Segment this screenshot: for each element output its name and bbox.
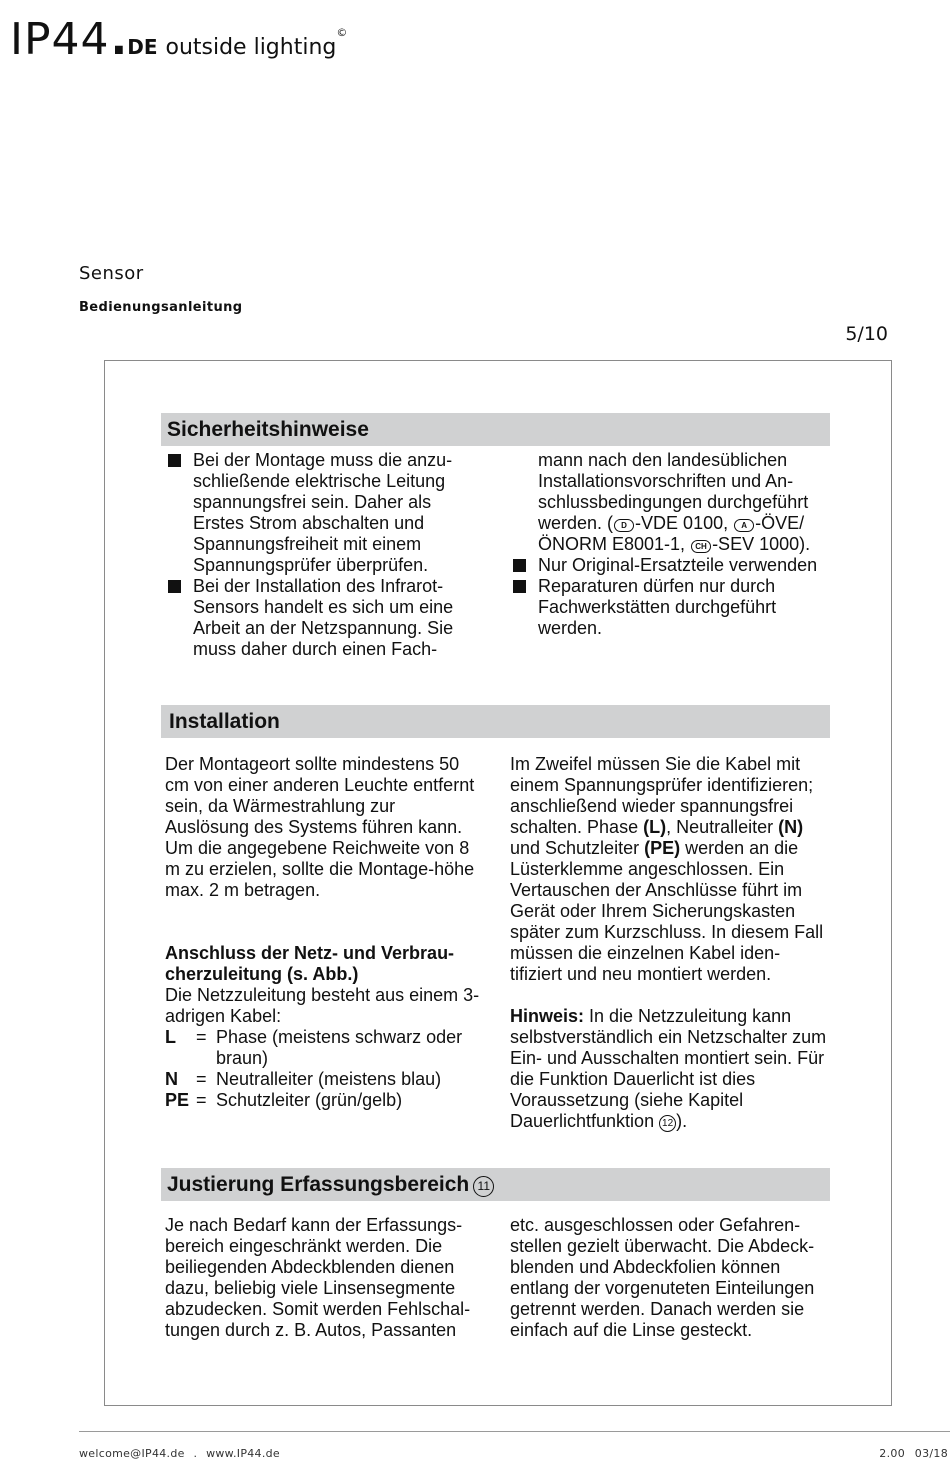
list-item: Bei der Montage muss die anzu-schließende elektrische Leitung spannungsfrei sein. Daher als Erstes Strom abschalten und Spannungsfreiheit mit einem Spannungsprüfer überprüfen. <box>166 450 476 576</box>
definition-equals: = <box>196 1027 207 1047</box>
definition-row <box>165 1069 483 1090</box>
section-heading-safety: Sicherheitshinweise <box>161 413 830 446</box>
logo-domain: DE <box>127 35 158 59</box>
chapter-ref-icon: 12 <box>659 1115 676 1132</box>
country-a-icon: A <box>734 519 754 532</box>
safety-list-continued <box>511 450 831 639</box>
connection-intro: Die Netzzuleitung besteht aus einem 3-adrigen Kabel: <box>165 985 480 1026</box>
connection-heading: Anschluss der Netz- und Verbrau-cherzuleitung (s. Abb.) <box>165 943 455 984</box>
country-ch-icon: CH <box>691 540 711 553</box>
definition-row <box>165 1027 483 1069</box>
logo-main-text: IP44 <box>10 14 110 65</box>
copyright-mark: © <box>336 25 348 39</box>
section-heading-adjustment: Justierung Erfassungsbereich 11 <box>161 1168 830 1201</box>
safety-list <box>166 450 476 660</box>
section-heading-installation: Installation <box>161 705 830 738</box>
country-d-icon: D <box>614 519 634 532</box>
brand-logo <box>10 14 347 65</box>
wire-definitions <box>165 1027 483 1111</box>
bullet-square-icon <box>168 454 181 467</box>
footer-version-number: 2.00 <box>879 1447 905 1460</box>
footer-separator: . <box>193 1447 198 1460</box>
note-paragraph: Hinweis: In die Netzzuleitung kann selbstverständlich ein Netzschalter zum Ein- und Ausschalten montiert sein. Für die Funktion Dauerlicht ist dies Voraussetzung (siehe Kapitel Dauerlichtfunktion 12 ). <box>510 1006 827 1131</box>
definition-key: PE <box>165 1090 190 1110</box>
safety-right-column <box>511 450 831 639</box>
bullet-square-icon <box>513 559 526 572</box>
list-item: Reparaturen dürfen nur durch Fachwerkstätten durchgeführt werden. <box>511 576 831 639</box>
installation-left-column <box>165 754 483 1111</box>
footer-divider <box>79 1431 950 1432</box>
adjustment-right-column <box>510 1215 832 1341</box>
logo-dot: . <box>110 14 128 65</box>
list-item: mann nach den landesüblichen Installationsvorschriften und An-schlussbedingungen durchgeführt werden. ( D -VDE 0100, A -ÖVE/ ÖNORM E8001-1, CH -SEV 1000). <box>538 450 811 554</box>
definition-value: Phase (meistens schwarz oder braun) <box>216 1027 463 1068</box>
list-item: Bei der Installation des Infrarot-Sensors handelt es sich um eine Arbeit an der Netzspannung. Sie muss daher durch einen Fach- <box>166 576 476 660</box>
safety-left-column <box>166 450 476 660</box>
installation-paragraph: Der Montageort sollte mindestens 50 cm von einer anderen Leuchte entfernt sein, da Wärmestrahlung zur Auslösung des Systems führen kann. Um die angegebene Reichweite von 8 m zu erzielen, sollte die Montage-höhe max. 2 m betragen. <box>165 754 475 900</box>
definition-key: N <box>165 1069 178 1089</box>
definition-key: L <box>165 1027 176 1047</box>
document-subtitle: Bedienungsanleitung <box>79 300 243 315</box>
list-item: Nur Original-Ersatzteile verwenden <box>511 555 831 576</box>
definition-row <box>165 1090 483 1111</box>
definition-value: Neutralleiter (meistens blau) <box>216 1069 442 1089</box>
definition-value: Schutzleiter (grün/gelb) <box>216 1090 403 1110</box>
bullet-square-icon <box>513 580 526 593</box>
footer-email[interactable]: welcome@IP44.de <box>79 1447 185 1460</box>
footer-date: 03/18 <box>914 1447 948 1460</box>
adjustment-paragraph: Je nach Bedarf kann der Erfassungs-bereich eingeschränkt werden. Die beiliegenden Abdeckblenden dienen dazu, beliebig viele Linsensegmente abzudecken. Somit werden Fehlschal-tungen durch z. B. Autos, Passanten <box>165 1215 471 1340</box>
footer-version <box>879 1447 948 1460</box>
document-title: Sensor <box>79 263 144 284</box>
footer-website[interactable]: www.IP44.de <box>206 1447 280 1460</box>
chapter-ref-icon: 11 <box>473 1176 494 1197</box>
definition-equals: = <box>196 1069 207 1089</box>
logo-tagline: outside lighting© <box>165 25 348 60</box>
installation-right-column <box>510 754 832 1132</box>
page-number: 5/10 <box>845 323 888 345</box>
adjustment-left-column <box>165 1215 483 1341</box>
definition-equals: = <box>196 1090 207 1110</box>
wiring-paragraph: Im Zweifel müssen Sie die Kabel mit einem Spannungsprüfer identifizieren; anschließend wieder spannungsfrei schalten. Phase (L), Neutralleiter (N) und Schutzleiter (PE) werden an die Lüsterklemme angeschlossen. Ein Vertauschen der Anschlüsse führt im Gerät oder Ihrem Sicherungskasten später zum Kurzschluss. In diesem Fall müssen die einzelnen Kabel iden-tifiziert und neu montiert werden. <box>510 754 824 984</box>
adjustment-paragraph: etc. ausgeschlossen oder Gefahren-stellen gezielt überwacht. Die Abdeck-blenden und Abdeckfolien können entlang der vorgenuteten Einteilungen getrennt werden. Danach werden sie einfach auf die Linse gesteckt. <box>510 1215 815 1340</box>
bullet-square-icon <box>168 580 181 593</box>
footer-contact <box>79 1447 280 1460</box>
